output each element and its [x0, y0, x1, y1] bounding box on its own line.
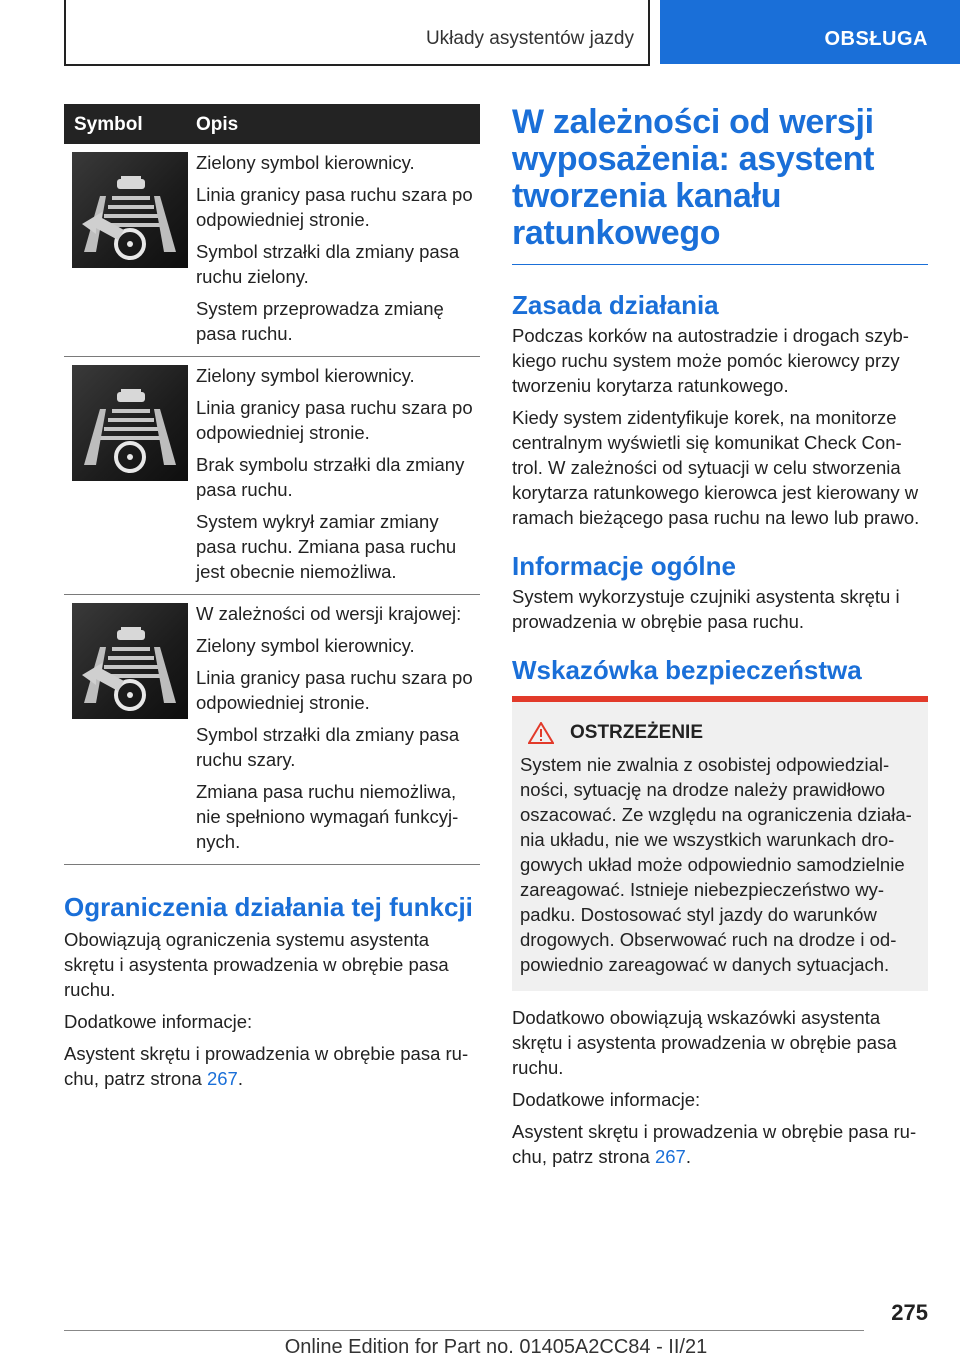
row-desc: W zależności od wersji krajowej:	[196, 603, 462, 624]
warning-title: OSTRZEŻENIE	[570, 722, 704, 743]
reference-end: .	[685, 1146, 691, 1167]
row-desc: System przeprowadza zmianę pasa ruchu.	[196, 298, 444, 344]
limits-more-info: Dodatkowe informacje:	[64, 1011, 253, 1032]
page-number: 275	[891, 1300, 928, 1325]
row-desc: Linia granicy pasa ruchu szara po odpowiedniej stronie.	[196, 184, 473, 230]
col-desc-header: Opis	[196, 114, 239, 135]
row-desc: Linia granicy pasa ruchu szara po odpowiedniej stronie.	[196, 667, 473, 713]
warning-box	[512, 696, 928, 991]
warning-text: System nie zwalnia z osobistej odpowiedzial-ności, sytuację na drodze należy prawidłowo oszacować. Ze względu na ograniczenia działa-nia układu, nie we wszystkich warunkach dro-gowych układ może odpowiednio samodzielnie zareagować. Istnieje niebezpieczeństwo wy-padku. Dostosować styl jazdy do warunków drogowych. Obserwować ruch na drodze i od-powiednio zareagować w danych sytuacjach.	[520, 754, 912, 975]
footer-divider	[64, 1330, 864, 1331]
right-column	[512, 104, 928, 1176]
row-desc: Zmiana pasa ruchu niemożliwa, nie spełniono wymagań funkcyj-nych.	[196, 781, 459, 852]
col-symbol-header: Symbol	[74, 114, 143, 135]
additional-more-info: Dodatkowe informacje:	[512, 1089, 701, 1110]
table-row	[64, 595, 480, 865]
row-desc: Zielony symbol kierownicy.	[196, 152, 415, 173]
warning-triangle-icon	[528, 722, 554, 744]
row-desc: Zielony symbol kierownicy.	[196, 365, 415, 386]
general-heading: Informacje ogólne	[512, 551, 736, 581]
table-header	[64, 104, 480, 144]
limits-paragraph: Obowiązują ograniczenia systemu asystenta skrętu i asystenta prowadzenia w obrębie pasa ruchu.	[64, 929, 449, 1000]
general-paragraph: System wykorzystuje czujniki asystenta skrętu i prowadzenia w obrębie pasa ruchu.	[512, 586, 900, 632]
page-link[interactable]: 267	[206, 1068, 238, 1089]
section-tab-label: OBSŁUGA	[824, 28, 928, 50]
heading-divider	[512, 264, 928, 265]
lane-change-arrow-icon	[72, 152, 188, 268]
lane-assist-icon	[72, 365, 188, 481]
left-column	[64, 104, 480, 1098]
header-box	[64, 0, 650, 66]
reference-text: Asystent skrętu i prowadzenia w obrębie pasa ru-chu, patrz strona	[512, 1121, 917, 1167]
safety-heading: Wskazówka bezpieczeństwa	[512, 655, 862, 685]
row-desc: Linia granicy pasa ruchu szara po odpowiedniej stronie.	[196, 397, 473, 443]
principle-heading: Zasada działania	[512, 290, 719, 320]
section-tab[interactable]	[660, 0, 960, 64]
limits-reference	[64, 1041, 480, 1091]
row-desc: Symbol strzałki dla zmiany pasa ruchu zielony.	[196, 241, 460, 287]
principle-paragraph: Podczas korków na autostradzie i drogach szyb-kiego ruchu system może pomóc kierowcy przy tworzeniu korytarza ratunkowego.	[512, 325, 909, 396]
row-desc: Zielony symbol kierownicy.	[196, 635, 415, 656]
table-row	[64, 144, 480, 357]
page-link[interactable]: 267	[654, 1146, 686, 1167]
table-row	[64, 357, 480, 595]
row-desc: Brak symbolu strzałki dla zmiany pasa ruchu.	[196, 454, 465, 500]
limits-heading: Ograniczenia działania tej funkcji	[64, 892, 473, 922]
row-desc: Symbol strzałki dla zmiany pasa ruchu szary.	[196, 724, 460, 770]
additional-reference	[512, 1119, 928, 1169]
main-heading: W zależności od wersji wyposażenia: asystent tworzenia kanału ratunkowego	[512, 103, 875, 252]
footer-edition: Online Edition for Part no. 01405A2CC84 - II/21	[284, 1336, 708, 1358]
warning-title-row	[528, 722, 920, 744]
lane-change-arrow-icon	[72, 603, 188, 719]
principle-paragraph: Kiedy system zidentyfikuje korek, na monitorze centralnym wyświetli się komunikat Check Con-trol. W zależności od sytuacji w celu stworzenia korytarza ratunkowego kierowca jest kierowany w ramach bieżącego pasa ruchu na lewo lub prawo.	[512, 407, 920, 528]
reference-end: .	[237, 1068, 243, 1089]
reference-text: Asystent skrętu i prowadzenia w obrębie pasa ru-chu, patrz strona	[64, 1043, 469, 1089]
chapter-title: Układy asystentów jazdy	[425, 28, 634, 49]
additional-paragraph: Dodatkowo obowiązują wskazówki asystenta skrętu i asystenta prowadzenia w obrębie pasa ruchu.	[512, 1007, 897, 1078]
row-desc: System wykrył zamiar zmiany pasa ruchu. Zmiana pasa ruchu jest obecnie niemożliwa.	[196, 511, 457, 582]
